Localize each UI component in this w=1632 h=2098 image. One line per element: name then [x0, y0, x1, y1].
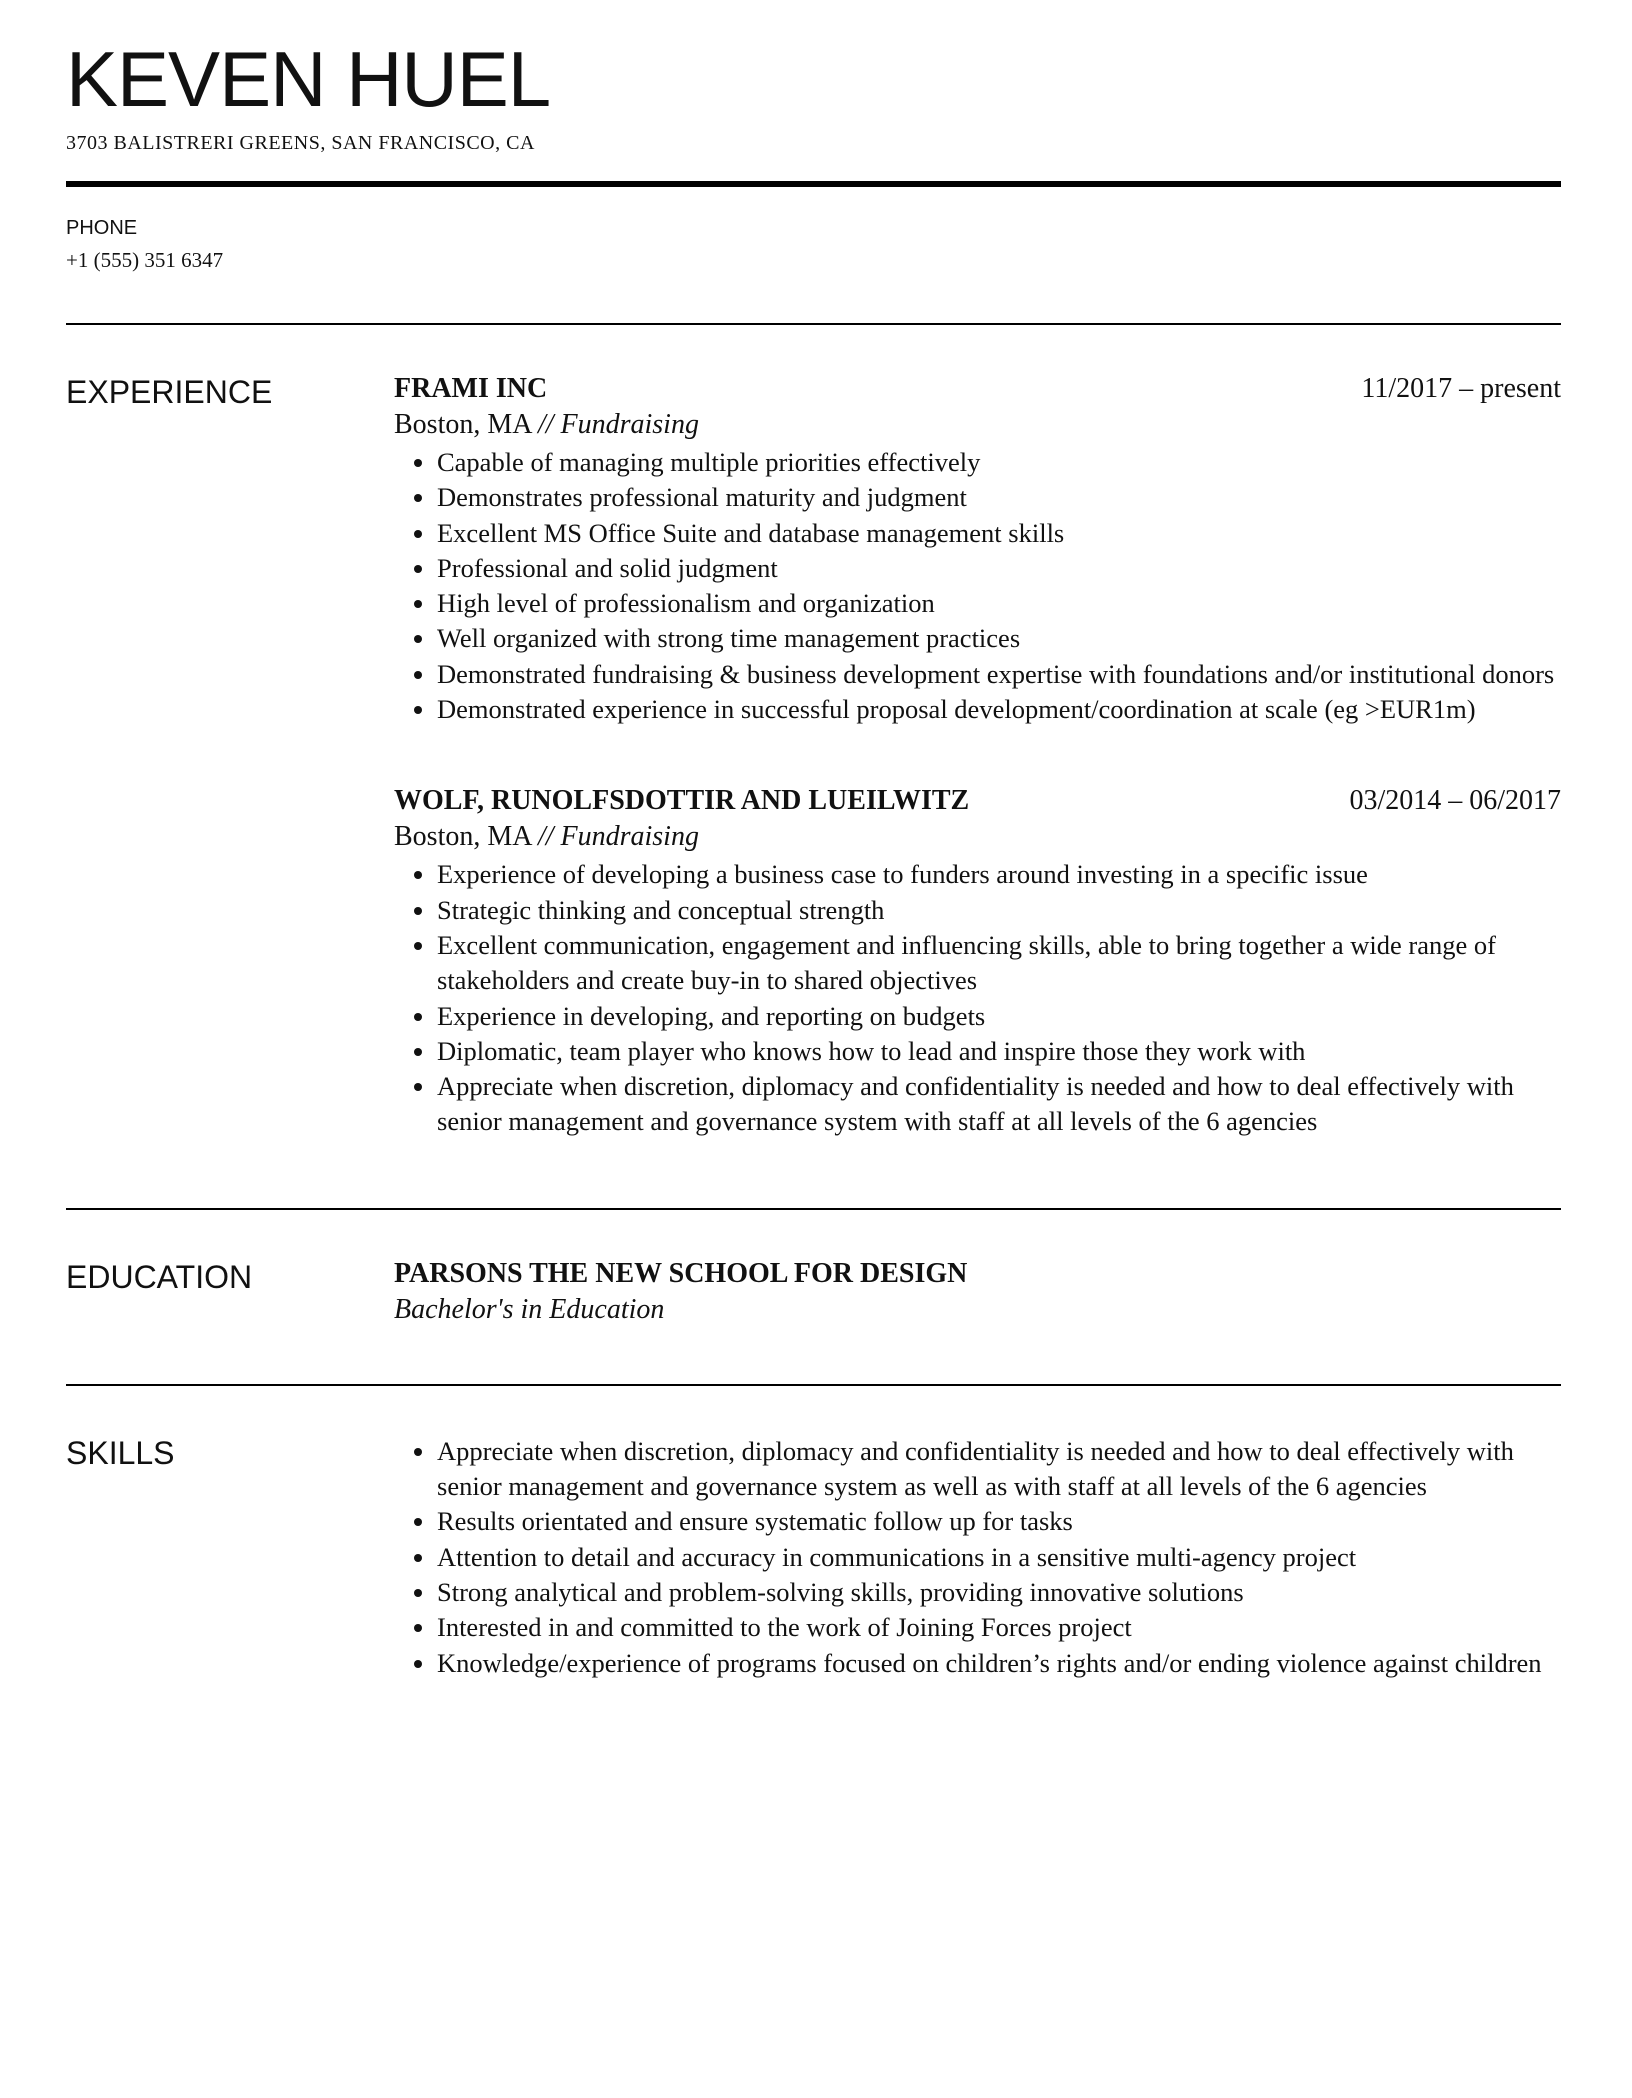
education-school: PARSONS THE NEW SCHOOL FOR DESIGN	[394, 1257, 968, 1289]
experience-title: EXPERIENCE	[66, 374, 273, 410]
resume-page	[66, 0, 1561, 1681]
job-dates: 11/2017 – present	[1361, 373, 1561, 404]
header-divider	[66, 181, 1561, 187]
list-item: • Excellent communication, engagement and influencing skills, able to bring together a wide range of stakeholders and create buy-in to shared objectives	[437, 928, 1561, 999]
job-entry	[394, 373, 1561, 727]
job-location: Boston, MA	[394, 409, 531, 440]
candidate-address: 3703 BALISTRERI GREENS, SAN FRANCISCO, CA	[66, 132, 535, 154]
job-bullets	[394, 445, 1561, 727]
list-item: • Strong analytical and problem-solving skills, providing innovative solutions	[437, 1575, 1561, 1610]
education-title: EDUCATION	[66, 1258, 253, 1295]
job-separator: //	[537, 821, 554, 853]
job-separator: //	[537, 409, 554, 440]
list-item: • Results orientated and ensure systematic follow up for tasks	[437, 1504, 1561, 1539]
list-item: • High level of professionalism and organization	[437, 586, 1561, 621]
skills-section	[66, 1434, 1561, 1681]
list-item: • Demonstrated experience in successful proposal development/coordination at scale (eg >EUR1m)	[437, 692, 1561, 727]
phone-label: PHONE	[66, 217, 138, 239]
list-item: • Strategic thinking and conceptual strength	[437, 893, 1561, 928]
list-item: • Capable of managing multiple priorities effectively	[437, 445, 1561, 480]
list-item: • Experience in developing, and reporting on budgets	[437, 999, 1561, 1034]
divider-skills	[66, 1384, 1561, 1386]
job-dates: 03/2014 – 06/2017	[1349, 785, 1561, 817]
job-location: Boston, MA	[394, 821, 531, 853]
skills-title: SKILLS	[66, 1434, 175, 1471]
divider-experience	[66, 323, 1561, 325]
job-role: Fundraising	[560, 821, 699, 853]
contact-block	[66, 217, 1561, 273]
list-item: • Knowledge/experience of programs focused on children’s rights and/or ending violence against children	[437, 1646, 1561, 1681]
job-role: Fundraising	[560, 409, 699, 440]
list-item: • Excellent MS Office Suite and database management skills	[437, 516, 1561, 551]
skills-body	[394, 1434, 1561, 1681]
job-subtitle	[394, 409, 1561, 441]
list-item: • Appreciate when discretion, diplomacy and confidentiality is needed and how to deal effectively with senior management and governance system with staff at all levels of the 6 agencies	[437, 1069, 1561, 1140]
list-item: • Interested in and committed to the work of Joining Forces project	[437, 1610, 1561, 1645]
list-item: • Attention to detail and accuracy in communications in a sensitive multi-agency project	[437, 1540, 1561, 1575]
job-header	[394, 785, 1561, 817]
job-entry	[394, 785, 1561, 1139]
list-item: • Appreciate when discretion, diplomacy and confidentiality is needed and how to deal effectively with senior management and governance system as well as with staff at all levels of the 6 agencies	[437, 1434, 1561, 1505]
job-company: WOLF, RUNOLFSDOTTIR AND LUEILWITZ	[394, 785, 970, 817]
candidate-name: KEVEN HUEL	[66, 35, 551, 123]
job-company: FRAMI INC	[394, 373, 548, 404]
job-bullets	[394, 857, 1561, 1139]
experience-section	[66, 373, 1561, 1140]
divider-education	[66, 1208, 1561, 1210]
list-item: • Demonstrates professional maturity and judgment	[437, 480, 1561, 515]
education-degree: Bachelor's in Education	[394, 1293, 665, 1325]
list-item: • Diplomatic, team player who knows how to lead and inspire those they work with	[437, 1034, 1561, 1069]
list-item: • Demonstrated fundraising & business development expertise with foundations and/or institutional donors	[437, 657, 1561, 692]
experience-body	[394, 373, 1561, 1140]
list-item: • Well organized with strong time management practices	[437, 621, 1561, 656]
list-item: • Professional and solid judgment	[437, 551, 1561, 586]
skills-list	[394, 1434, 1561, 1681]
list-item: • Experience of developing a business case to funders around investing in a specific issue	[437, 857, 1561, 892]
education-section	[66, 1258, 1561, 1326]
job-subtitle	[394, 821, 1561, 853]
job-header	[394, 373, 1561, 405]
phone-value: +1 (555) 351 6347	[66, 248, 224, 272]
education-body	[394, 1258, 1561, 1326]
